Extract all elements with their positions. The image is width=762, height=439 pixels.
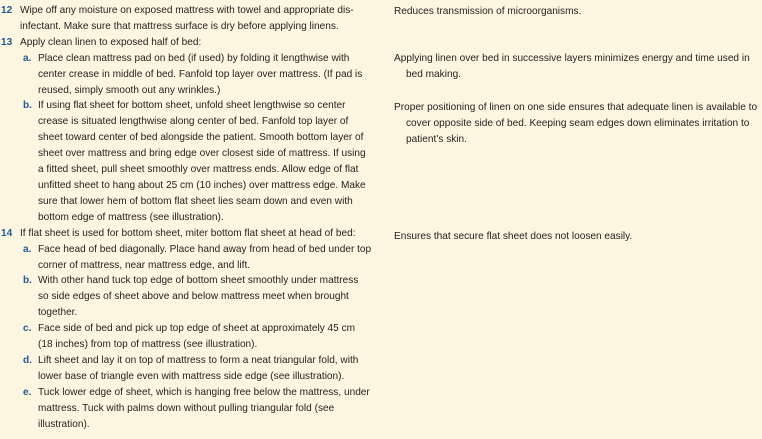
- step-number: 13: [1, 36, 13, 48]
- step-13b-line-1: b. If using flat sheet for bottom sheet, unfold sheet lengthwise so center: [0, 98, 372, 114]
- step-number: 12: [1, 5, 13, 16]
- step-14e-line-2: mattress. Tuck with palms down without pulling triangular fold (see: [38, 402, 335, 414]
- step-13a-line-3: reused, simply smooth out any wrinkles.): [38, 84, 221, 96]
- step-13-line-1: 13 Apply clean linen to exposed half of bed:: [0, 35, 372, 51]
- step-13b-line-6: unfitted sheet to hang about 25 cm (10 inches) over mattress edge. Make: [38, 179, 366, 191]
- step-14b-line-3: together.: [38, 307, 78, 319]
- substep-letter: b.: [23, 275, 32, 287]
- step-13b-line-3: sheet toward center of bed alongside the patient. Smooth bottom layer of: [38, 132, 364, 144]
- rationale-13b-line-3: patient’s skin.: [406, 134, 467, 145]
- step-14b-line-1: b. With other hand tuck top edge of bottom sheet smoothly under mattress: [0, 273, 372, 289]
- step-13b-line-7: sure that lower hem of bottom flat sheet lies seam down and even with: [38, 195, 353, 207]
- rationale-14: Ensures that secure flat sheet does not loosen easily.: [394, 231, 633, 242]
- substep-letter: b.: [23, 100, 32, 112]
- step-13b-line-4: sheet over mattress and bring edge over closest side of mattress. If using: [38, 148, 366, 160]
- step-14e-line-3: illustration).: [38, 418, 90, 430]
- step-14a-line-1: a. Face head of bed diagonally. Place hand away from head of bed under top: [0, 242, 372, 258]
- step-13b-line-8: bottom edge of mattress (see illustration).: [38, 211, 224, 223]
- substep-letter: a.: [23, 243, 32, 255]
- rationale-13a-line-2: bed making.: [406, 69, 461, 80]
- step-number: 14: [1, 227, 13, 239]
- step-13b-line-5: a fitted sheet, pull sheet smoothly over mattress ends. Allow edge of flat: [38, 164, 359, 176]
- substep-letter: e.: [23, 386, 32, 398]
- step-14c-line-1: c. Face side of bed and pick up top edge of sheet at approximately 45 cm: [0, 321, 372, 337]
- step-12-line-1: 12 Wipe off any moisture on exposed mattress with towel and appropriate dis-: [0, 3, 372, 19]
- step-14d-line-1: d. Lift sheet and lay it on top of mattress to form a neat triangular fold, with: [0, 353, 372, 369]
- substep-letter: c.: [23, 323, 32, 335]
- rationale-12: Reduces transmission of microorganisms.: [394, 6, 582, 17]
- rationale-13b-line-2: cover opposite side of bed. Keeping seam edges down eliminates irritation to: [406, 118, 750, 129]
- step-14c-line-2: (18 inches) from top of mattress (see illustration).: [38, 339, 258, 351]
- steps-column: [0, 3, 372, 432]
- rationale-13b-line-1: Proper positioning of linen on one side ensures that adequate linen is available to: [394, 102, 758, 113]
- step-13b-line-2: crease is situated lengthwise along center of bed. Fanfold top layer of: [38, 116, 349, 128]
- substep-letter: a.: [23, 52, 32, 64]
- step-14b-line-2: so side edges of sheet above and below mattress meet when brought: [38, 291, 349, 303]
- step-14-line-1: 14 If flat sheet is used for bottom sheet, miter bottom flat sheet at head of bed:: [0, 226, 372, 242]
- step-13a-line-1: a. Place clean mattress pad on bed (if used) by folding it lengthwise with: [0, 51, 372, 67]
- substep-letter: d.: [23, 354, 32, 366]
- step-12-line-2: infectant. Make sure that mattress surface is dry before applying linens.: [20, 20, 339, 32]
- step-14a-line-2: corner of mattress, near mattress edge, and lift.: [38, 259, 251, 271]
- rationale-13a-line-1: Applying linen over bed in successive layers minimizes energy and time used in: [394, 53, 750, 64]
- step-14d-line-2: lower base of triangle even with mattress side edge (see illustration).: [38, 370, 345, 382]
- step-14e-line-1: e. Tuck lower edge of sheet, which is hanging free below the mattress, under: [0, 385, 372, 401]
- step-13a-line-2: center crease in middle of bed. Fanfold top layer over mattress. (If pad is: [38, 68, 363, 80]
